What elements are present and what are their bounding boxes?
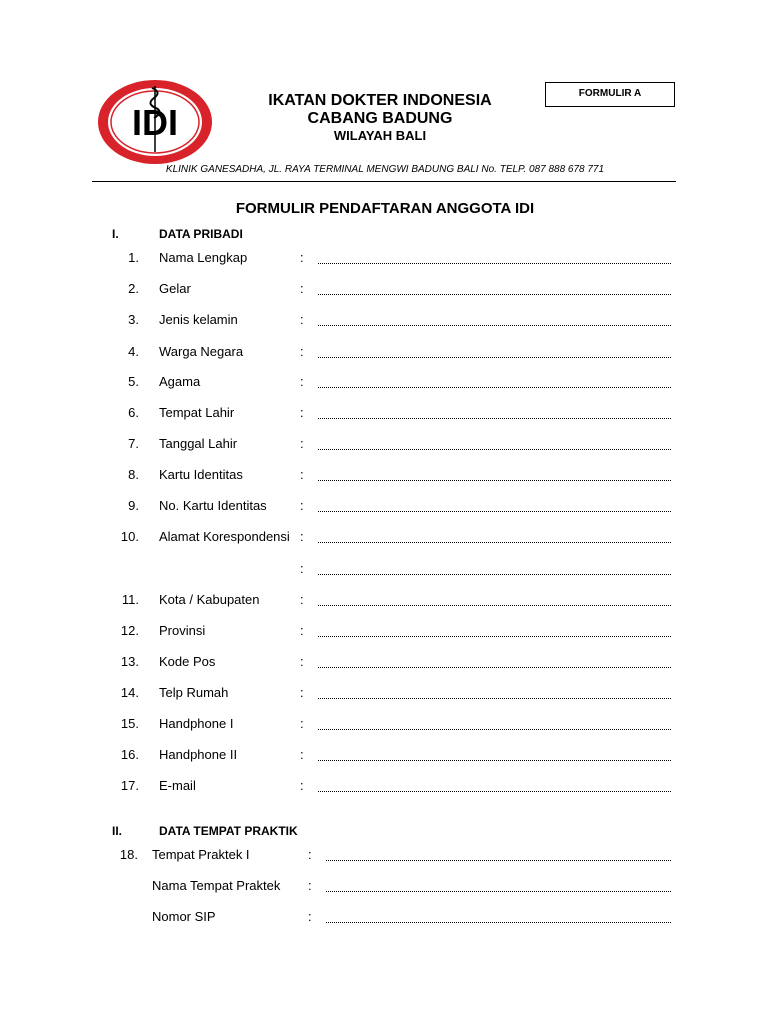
field-colon: : [300,716,304,731]
section1-number: I. [112,227,119,241]
form-field-row [0,561,768,579]
field-number: 16. [120,747,139,762]
field-number: 10. [120,529,139,544]
field-label: Agama [159,374,201,389]
field-number: 12. [120,623,139,638]
field-colon: : [300,778,304,793]
field-input-line[interactable] [326,891,671,892]
field-colon: : [308,847,312,862]
field-label: Provinsi [159,623,206,638]
field-input-line[interactable] [318,667,671,668]
field-label: Warga Negara [159,344,244,359]
field-input-line[interactable] [318,542,671,543]
field-number: 18. [119,847,138,862]
field-input-line[interactable] [318,263,671,264]
field-input-line[interactable] [318,636,671,637]
field-colon: : [300,498,304,513]
form-field-row [0,716,768,734]
field-colon: : [300,747,304,762]
field-colon: : [300,592,304,607]
form-title: FORMULIR PENDAFTARAN ANGGOTA IDI [235,200,535,217]
field-label: Handphone II [159,747,238,762]
org-name-line1: IKATAN DOKTER INDONESIA [268,92,492,109]
field-colon: : [300,374,304,389]
field-label: Jenis kelamin [159,312,238,327]
field-input-line[interactable] [318,574,671,575]
section1-title: DATA PRIBADI [159,227,243,241]
field-colon: : [300,529,304,544]
field-label: Tempat Praktek I [152,847,250,862]
field-label: Kode Pos [159,654,216,669]
logo-text: IDI [131,102,179,143]
form-code-box: FORMULIR A [545,82,675,107]
field-input-line[interactable] [318,791,671,792]
field-input-line[interactable] [326,922,671,923]
field-colon: : [300,467,304,482]
field-input-line[interactable] [318,511,671,512]
field-label: E-mail [159,778,196,793]
form-field-row [0,529,768,547]
field-colon: : [308,878,312,893]
form-field-row [0,281,768,299]
form-field-row [0,250,768,268]
field-colon: : [300,281,304,296]
field-colon: : [300,344,304,359]
field-input-line[interactable] [318,480,671,481]
field-colon: : [300,623,304,638]
form-field-row [0,747,768,765]
field-number: 3. [128,312,139,327]
field-input-line[interactable] [318,698,671,699]
org-name-line3: WILAYAH BALI [333,128,427,143]
form-field-row [0,374,768,392]
field-colon: : [300,436,304,451]
field-label: Nomor SIP [152,909,216,924]
form-field-row [0,778,768,796]
field-input-line[interactable] [318,387,671,388]
field-label: Tempat Lahir [159,405,235,420]
form-field-row [0,312,768,330]
field-label: Telp Rumah [159,685,229,700]
field-colon: : [300,654,304,669]
form-field-row [0,623,768,641]
field-input-line[interactable] [318,294,671,295]
field-label: Nama Lengkap [159,250,248,265]
field-input-line[interactable] [318,418,671,419]
section2-number: II. [112,824,123,838]
field-label: Handphone I [159,716,234,731]
field-number: 4. [128,344,139,359]
field-label: Nama Tempat Praktek [152,878,281,893]
org-name-line2: CABANG BADUNG [307,110,453,127]
field-number: 8. [128,467,139,482]
field-colon: : [300,685,304,700]
field-label: Kota / Kabupaten [159,592,260,607]
field-number: 15. [120,716,139,731]
form-field-row [0,654,768,672]
form-field-row [0,436,768,454]
field-input-line[interactable] [318,357,671,358]
field-colon: : [308,909,312,924]
field-label: Gelar [159,281,191,296]
header-divider [92,181,676,182]
form-field-row [0,685,768,703]
field-number: 7. [128,436,139,451]
form-field-row [0,467,768,485]
form-field-row [0,498,768,516]
field-label: Alamat Korespondensi [159,529,290,544]
field-number: 6. [128,405,139,420]
field-input-line[interactable] [318,449,671,450]
field-number: 13. [120,654,139,669]
field-label: No. Kartu Identitas [159,498,267,513]
form-field-row [0,405,768,423]
field-number: 17. [120,778,139,793]
address-line: KLINIK GANESADHA, JL. RAYA TERMINAL MENGWI BADUNG BALI No. TELP. 087 888 678 771 [165,164,605,175]
form-field-row [0,847,768,865]
field-number: 11. [121,592,139,607]
field-colon: : [300,312,304,327]
form-field-row [0,909,768,927]
field-number: 14. [120,685,139,700]
field-number: 9. [128,498,139,513]
field-number: 5. [128,374,139,389]
field-input-line[interactable] [318,605,671,606]
form-field-row [0,592,768,610]
field-input-line[interactable] [318,729,671,730]
field-input-line[interactable] [318,325,671,326]
field-number: 1. [128,250,139,265]
field-input-line[interactable] [318,760,671,761]
form-field-row [0,344,768,362]
field-colon: : [300,405,304,420]
field-number: 2. [128,281,139,296]
field-colon: : [300,250,304,265]
idi-logo [96,78,214,166]
field-label: Tanggal Lahir [159,436,238,451]
form-field-row [0,878,768,896]
field-colon: : [300,561,304,576]
section2-title: DATA TEMPAT PRAKTIK [159,824,298,838]
field-input-line[interactable] [326,860,671,861]
field-label: Kartu Identitas [159,467,243,482]
